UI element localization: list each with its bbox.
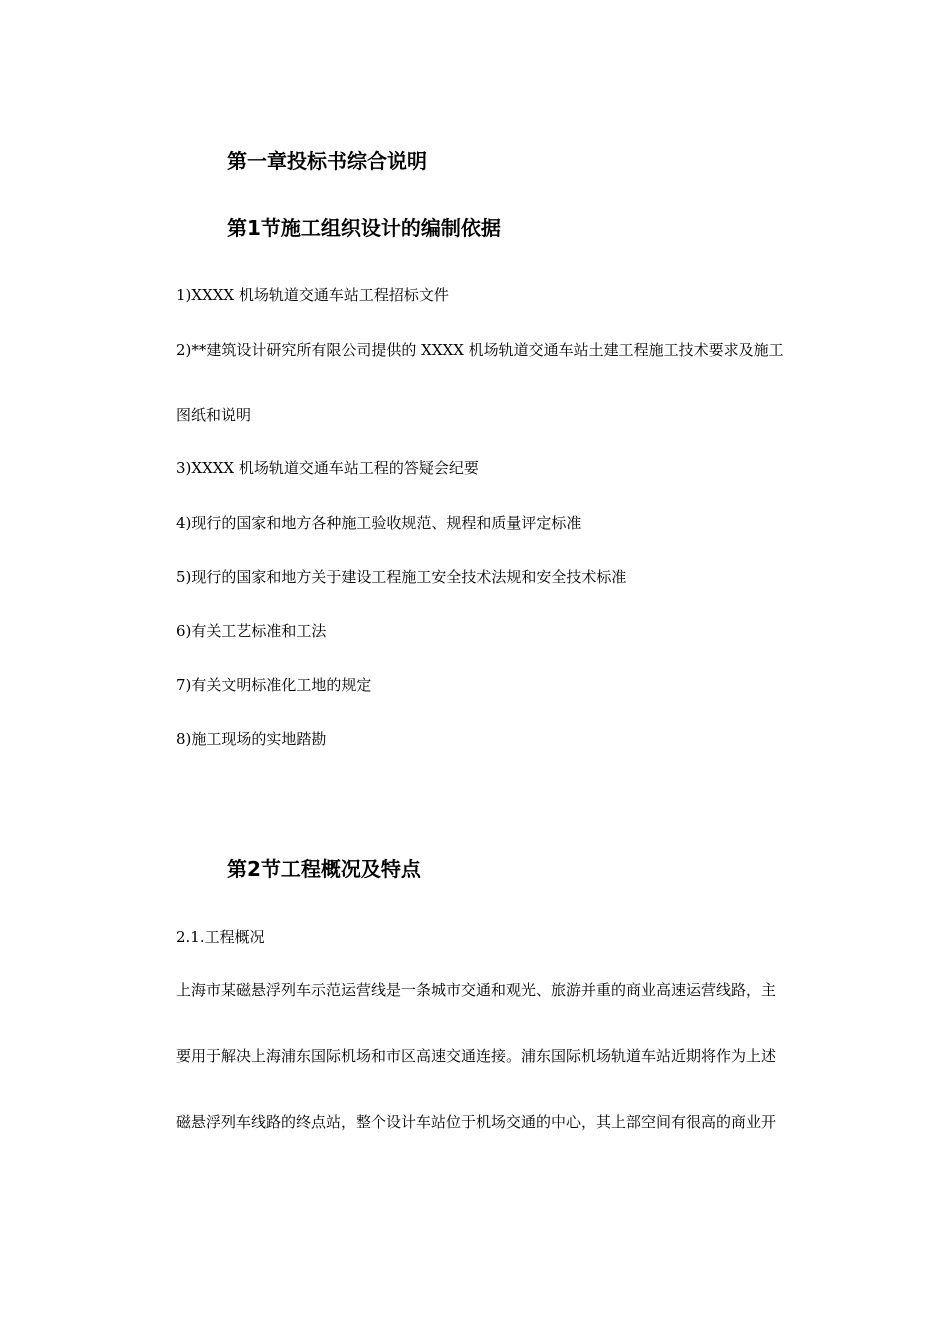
list-item: 7)有关文明标准化工地的规定 bbox=[176, 676, 372, 694]
list-item: 3)XXXX 机场轨道交通车站工程的答疑会纪要 bbox=[176, 459, 479, 477]
list-item-continuation: 图纸和说明 bbox=[176, 406, 252, 424]
list-item: 4)现行的国家和地方各种施工验收规范、规程和质量评定标准 bbox=[176, 514, 582, 532]
list-item: 6)有关工艺标准和工法 bbox=[176, 622, 327, 640]
body-text-line: 要用于解决上海浦东国际机场和市区高速交通连接。浦东国际机场轨道车站近期将作为上述 bbox=[176, 1047, 777, 1065]
subsection-title: 2.1.工程概况 bbox=[176, 928, 265, 946]
list-item: 8)施工现场的实地踏勘 bbox=[176, 730, 327, 748]
list-item: 1)XXXX 机场轨道交通车站工程招标文件 bbox=[176, 286, 449, 304]
list-item: 2)**建筑设计研究所有限公司提供的 XXXX 机场轨道交通车站土建工程施工技术要求及施工 bbox=[176, 341, 784, 359]
section-2-title: 第2节工程概况及特点 bbox=[227, 857, 421, 881]
body-text-line: 磁悬浮列车线路的终点站，整个设计车站位于机场交通的中心，其上部空间有很高的商业开 bbox=[176, 1113, 777, 1131]
chapter-title: 第一章投标书综合说明 bbox=[227, 149, 427, 173]
body-text-line: 上海市某磁悬浮列车示范运营线是一条城市交通和观光、旅游并重的商业高速运营线路，主 bbox=[176, 981, 777, 999]
list-item: 5)现行的国家和地方关于建设工程施工安全技术法规和安全技术标准 bbox=[176, 568, 627, 586]
section-1-title: 第1节施工组织设计的编制依据 bbox=[227, 216, 501, 240]
